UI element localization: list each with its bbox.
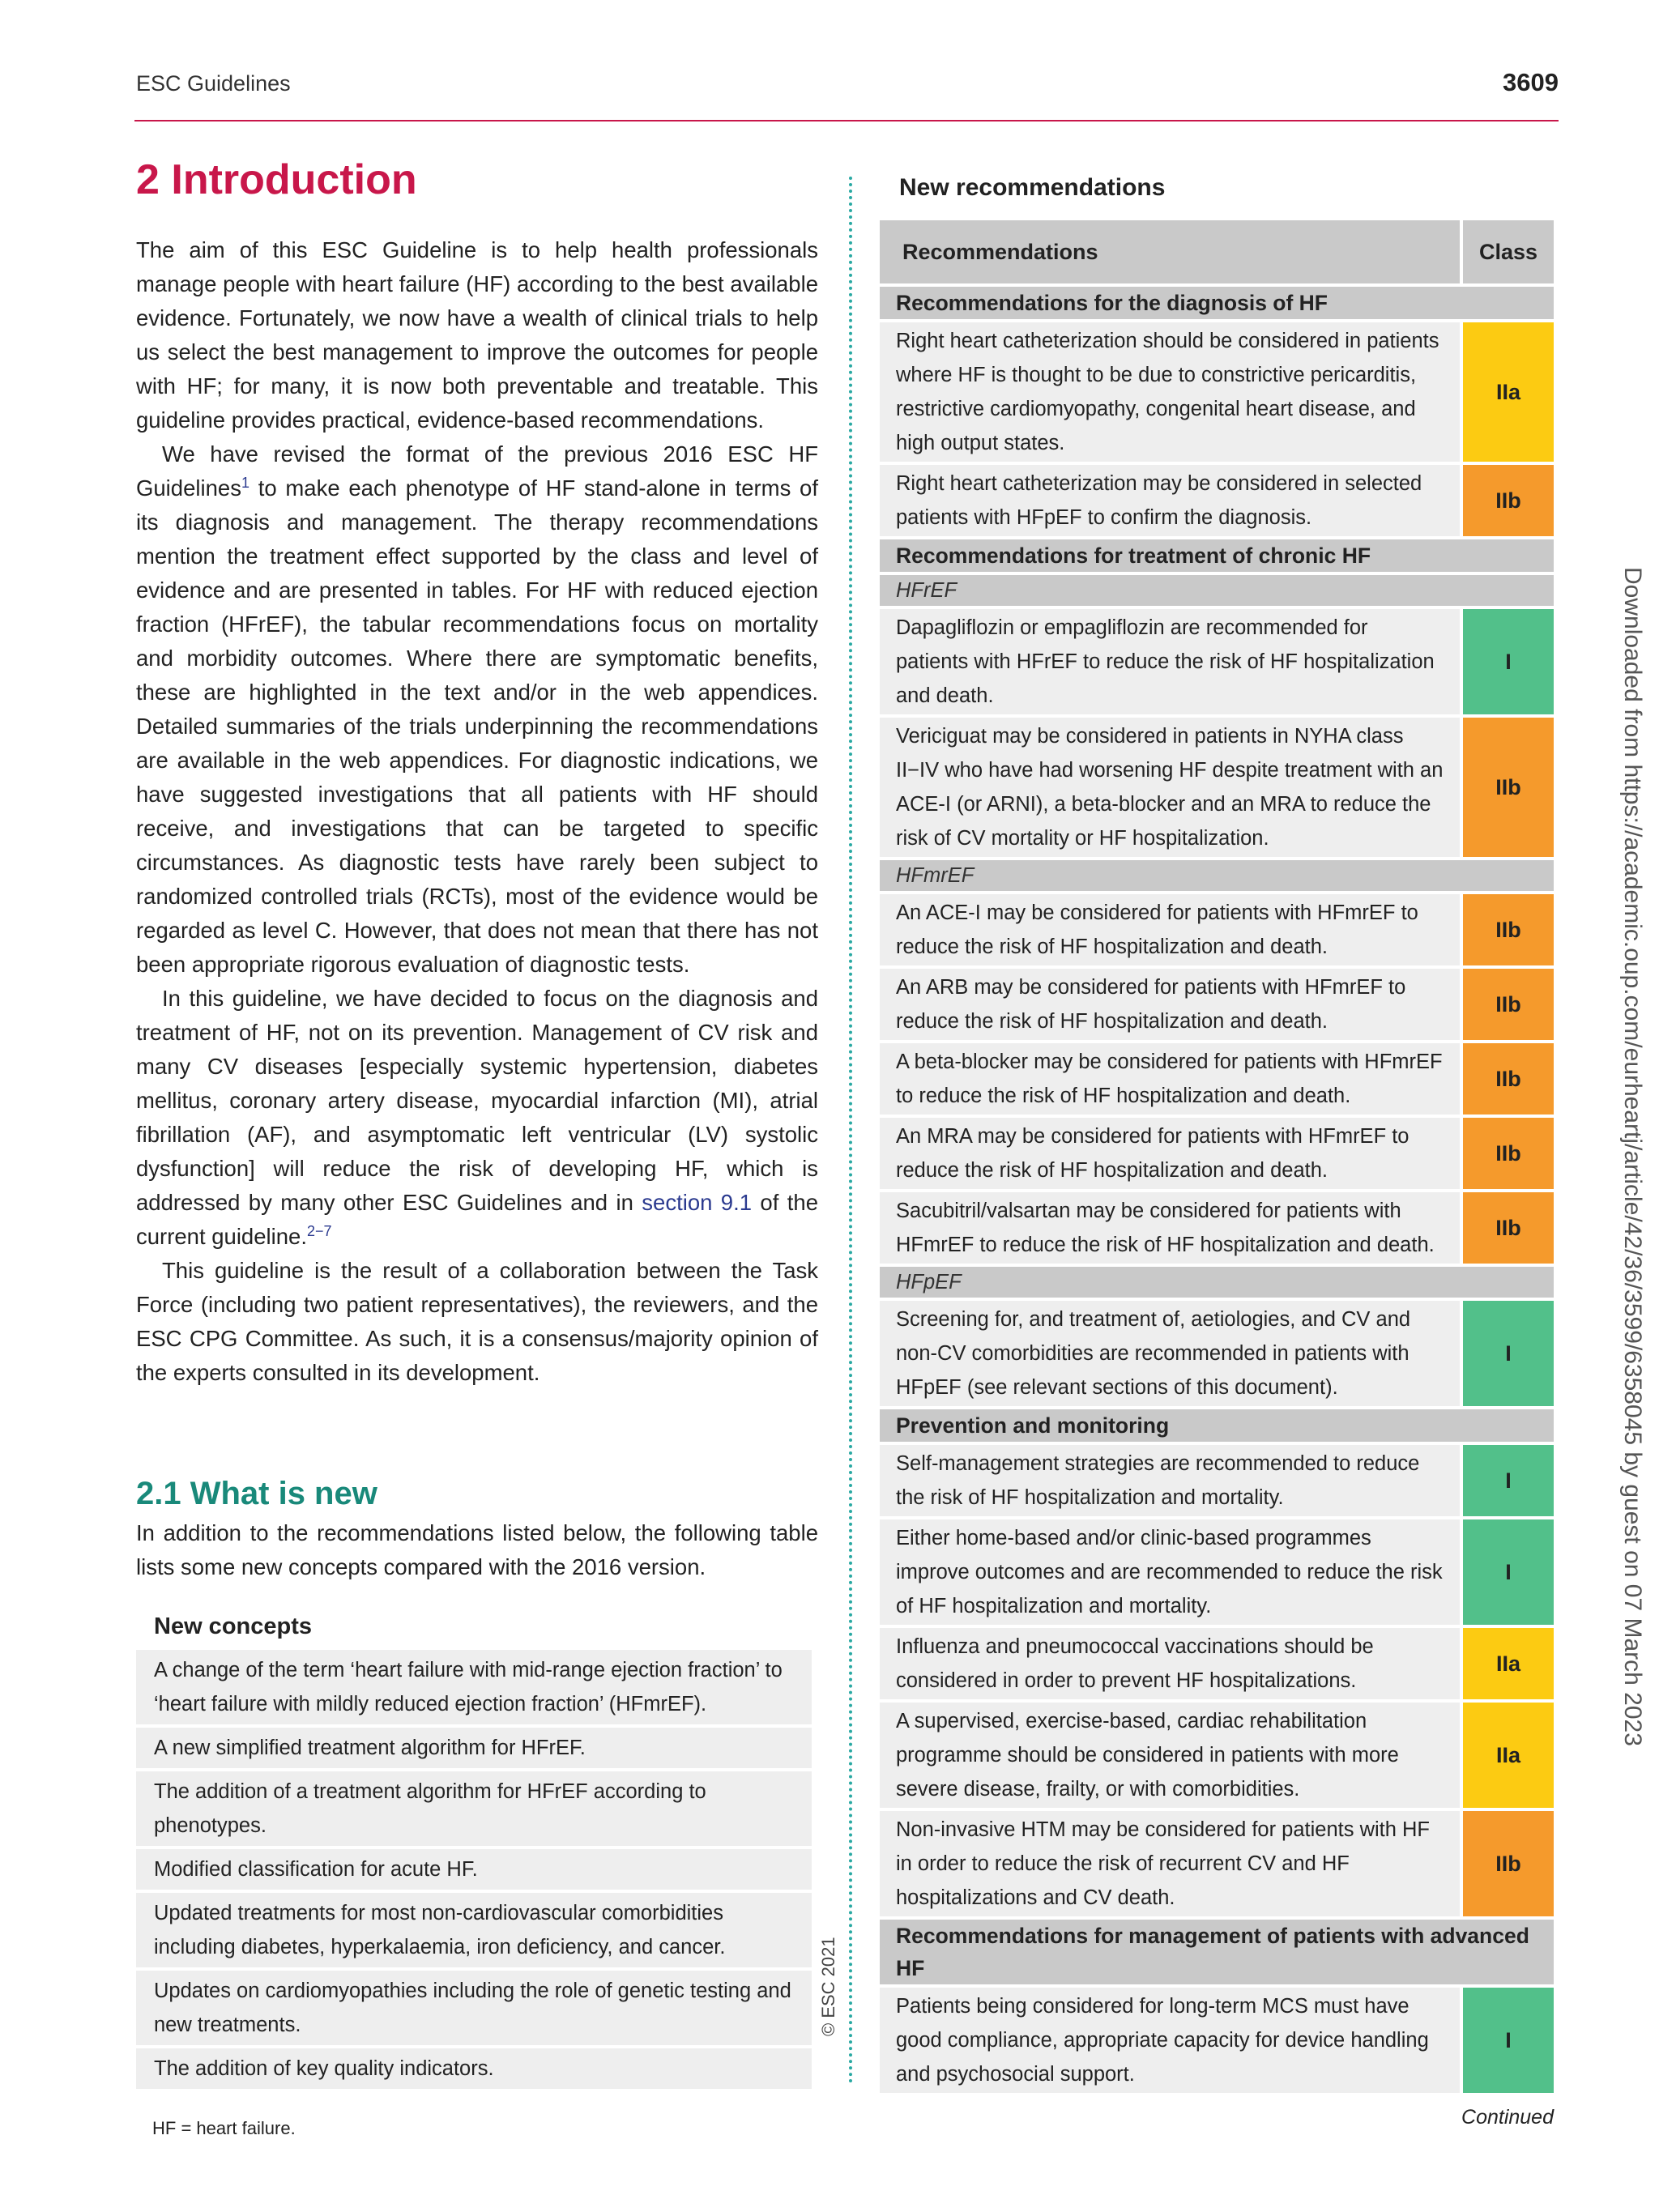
download-watermark xyxy=(1615,567,1648,1746)
left-column xyxy=(136,154,818,2139)
right-column xyxy=(880,172,1554,2129)
table-row xyxy=(880,465,1554,536)
recommendation-text: An ACE-I may be considered for patients with HFmrEF to reduce the risk of HF hospitalization and death. xyxy=(880,894,1460,965)
table-row xyxy=(880,1811,1554,1916)
p2-text-a: We have revised the format of the previous 2016 ESC HF Guidelines xyxy=(136,441,818,501)
concept-row: Updated treatments for most non-cardiovascular comorbidities including diabetes, hyperkalaemia, iron deficiency, and cancer. xyxy=(136,1893,812,1967)
recommendation-text: Patients being considered for long-term MCS must have good compliance, appropriate capacity for device handling and psychosocial support. xyxy=(880,1988,1460,2093)
table-subsection-header: HFmrEF xyxy=(880,860,1554,891)
recommendations-table-body xyxy=(880,287,1554,2093)
recommendations-table-header xyxy=(880,220,1554,283)
class-badge: IIa xyxy=(1463,322,1554,462)
continued-label: Continued xyxy=(1461,2106,1554,2129)
class-badge: IIb xyxy=(1463,1192,1554,1264)
recommendation-text: Self-management strategies are recommended to reduce the risk of HF hospitalization and mortality. xyxy=(880,1445,1460,1516)
table-section-header: Recommendations for treatment of chronic HF xyxy=(880,539,1554,572)
table-footnote: HF = heart failure. xyxy=(152,2118,296,2138)
class-badge: IIb xyxy=(1463,718,1554,857)
table-row xyxy=(880,322,1554,462)
table-section-header: Prevention and monitoring xyxy=(880,1409,1554,1442)
recommendation-text: Sacubitril/valsartan may be considered for patients with HFmrEF to reduce the risk of HF hospitalization and death. xyxy=(880,1192,1460,1264)
concept-row: The addition of key quality indicators. xyxy=(136,2048,812,2089)
table-row xyxy=(880,969,1554,1040)
intro-paragraph-2 xyxy=(136,437,818,982)
page-number: 3609 xyxy=(1503,68,1559,96)
journal-name: ESC Guidelines xyxy=(136,71,291,96)
recommendation-text: Non-invasive HTM may be considered for patients with HF in order to reduce the risk of recurrent CV and HF hospitalizations and CV death. xyxy=(880,1811,1460,1916)
class-badge: IIb xyxy=(1463,894,1554,965)
concept-row: A change of the term ‘heart failure with mid-range ejection fraction’ to ‘heart failure with mildly reduced ejection fraction’ (HFmrEF). xyxy=(136,1650,812,1724)
section-link[interactable]: section 9.1 xyxy=(642,1190,753,1215)
whats-new-intro: In addition to the recommendations listed below, the following table lists some new concepts compared with the 2016 version. xyxy=(136,1520,818,1579)
class-badge: I xyxy=(1463,1301,1554,1406)
copyright-mark xyxy=(818,1931,842,2036)
table-row xyxy=(880,1445,1554,1516)
recommendation-text: A beta-blocker may be considered for patients with HFmrEF to reduce the risk of HF hospitalization and death. xyxy=(880,1043,1460,1115)
table-row xyxy=(880,1703,1554,1808)
recommendation-text: Vericiguat may be considered in patients in NYHA class II−IV who have had worsening HF despite treatment with an ACE-I (or ARNI), a beta-blocker and an MRA to reduce the risk of CV mortality or HF hospitalization. xyxy=(880,718,1460,857)
class-badge: IIb xyxy=(1463,1811,1554,1916)
table-row xyxy=(880,1192,1554,1264)
citation-ref-2-7[interactable]: 2−7 xyxy=(306,1222,332,1239)
p3-text-a: In this guideline, we have decided to focus on the diagnosis and treatment of HF, not on its prevention. Management of CV risk and many CV diseases [especially systemic hypertension, diabetes mellitus, coronary artery disease, myocardial infarction (MI), atrial fibrillation (AF), and asymptomatic left ventricular (LV) systolic dysfunction] will reduce the risk of developing HF, which is addressed by many other ESC Guidelines and in xyxy=(136,986,818,1215)
citation-ref-1[interactable]: 1 xyxy=(241,474,249,491)
p2-text-b: to make each phenotype of HF stand-alone in terms of its diagnosis and management. The therapy recommendations mention the treatment effect supported by the class and level of evidence and are presented in tables. For HF with reduced ejection fraction (HFrEF), the tabular recommendations focus on mortality and morbidity outcomes. Where there are symptomatic benefits, these are highlighted in the text and/or in the web appendices. Detailed summaries of the trials underpinning the recommendations are available in the web appendices. For diagnostic indications, we have suggested investigations that all patients with HF should receive, and investigations that can be targeted to specific circumstances. As diagnostic tests have rarely been subject to randomized controlled trials (RCTs), most of the evidence would be regarded as level C. However, that does not mean that there has not been appropriate rigorous evaluation of diagnostic tests. xyxy=(136,475,818,977)
table-row xyxy=(880,1043,1554,1115)
class-badge: IIa xyxy=(1463,1703,1554,1808)
concept-row: Updates on cardiomyopathies including the role of genetic testing and new treatments. xyxy=(136,1971,812,2045)
recommendation-text: Right heart catheterization may be considered in selected patients with HFpEF to confirm the diagnosis. xyxy=(880,465,1460,536)
section-heading-whats-new: 2.1 What is new xyxy=(136,1476,377,1511)
intro-paragraph-1: The aim of this ESC Guideline is to help health professionals manage people with heart failure (HF) according to the best available evidence. Fortunately, we now have a wealth of clinical trials to help us select the best management to improve the outcomes for people with HF; for many, it is now both preventable and treatable. This guideline provides practical, evidence-based recommendations. xyxy=(136,237,818,433)
table-subsection-header: HFpEF xyxy=(880,1267,1554,1298)
download-watermark-text: Downloaded from https://academic.oup.com/eurheartj/article/42/36/3599/6358045 by guest on 07 March 2023 xyxy=(1619,567,1646,1746)
recommendation-text: Screening for, and treatment of, aetiologies, and CV and non-CV comorbidities are recommended in patients with HFpEF (see relevant sections of this document). xyxy=(880,1301,1460,1406)
concept-row: Modified classification for acute HF. xyxy=(136,1849,812,1890)
new-concepts-table xyxy=(136,1650,818,2089)
class-badge: IIb xyxy=(1463,969,1554,1040)
table-subsection-header: HFrEF xyxy=(880,575,1554,606)
section-heading-introduction: 2 Introduction xyxy=(136,156,417,203)
new-recommendations-title: New recommendations xyxy=(899,174,1166,201)
recommendation-text: Influenza and pneumococcal vaccinations should be considered in order to prevent HF hospitalizations. xyxy=(880,1628,1460,1699)
class-badge: IIb xyxy=(1463,1118,1554,1189)
table-row xyxy=(880,1988,1554,2093)
table-row xyxy=(880,609,1554,714)
table-row xyxy=(880,1628,1554,1699)
class-badge: IIb xyxy=(1463,1043,1554,1115)
recommendation-text: An ARB may be considered for patients with HFmrEF to reduce the risk of HF hospitalization and death. xyxy=(880,969,1460,1040)
header-class: Class xyxy=(1460,220,1554,283)
table-row xyxy=(880,1519,1554,1625)
table-row xyxy=(880,1118,1554,1189)
table-section-header: Recommendations for management of patients with advanced HF xyxy=(880,1920,1554,1984)
table-row xyxy=(880,1301,1554,1406)
intro-paragraph-4: This guideline is the result of a collaboration between the Task Force (including two patient representatives), the reviewers, and the ESC CPG Committee. As such, it is a consensus/majority opinion of the experts consulted in its development. xyxy=(136,1258,818,1385)
header-rule xyxy=(134,120,1559,121)
class-badge: IIb xyxy=(1463,465,1554,536)
concept-row: The addition of a treatment algorithm for HFrEF according to phenotypes. xyxy=(136,1771,812,1846)
class-badge: I xyxy=(1463,1988,1554,2093)
table-section-header: Recommendations for the diagnosis of HF xyxy=(880,287,1554,319)
class-badge: IIa xyxy=(1463,1628,1554,1699)
header-recommendations: Recommendations xyxy=(902,239,1098,264)
concept-row: A new simplified treatment algorithm for HFrEF. xyxy=(136,1728,812,1768)
recommendation-text: Either home-based and/or clinic-based programmes improve outcomes and are recommended to reduce the risk of HF hospitalization and mortality. xyxy=(880,1519,1460,1625)
table-row xyxy=(880,894,1554,965)
class-badge: I xyxy=(1463,1519,1554,1625)
recommendation-text: Right heart catheterization should be considered in patients where HF is thought to be due to constrictive pericarditis, restrictive cardiomyopathy, congenital heart disease, and high output states. xyxy=(880,322,1460,462)
new-concepts-title: New concepts xyxy=(154,1613,312,1639)
recommendation-text: An MRA may be considered for patients with HFmrEF to reduce the risk of HF hospitalization and death. xyxy=(880,1118,1460,1189)
p3-text-b: of the current guideline. xyxy=(136,1190,818,1249)
class-badge: I xyxy=(1463,609,1554,714)
recommendation-text: Dapagliflozin or empagliflozin are recommended for patients with HFrEF to reduce the risk of HF hospitalization and death. xyxy=(880,609,1460,714)
recommendation-text: A supervised, exercise-based, cardiac rehabilitation programme should be considered in patients with more severe disease, frailty, or with comorbidities. xyxy=(880,1703,1460,1808)
table-row xyxy=(880,718,1554,857)
class-badge: I xyxy=(1463,1445,1554,1516)
copyright-text: © ESC 2021 xyxy=(818,1937,838,2036)
column-divider xyxy=(849,177,852,2085)
intro-paragraph-3 xyxy=(136,982,818,1254)
